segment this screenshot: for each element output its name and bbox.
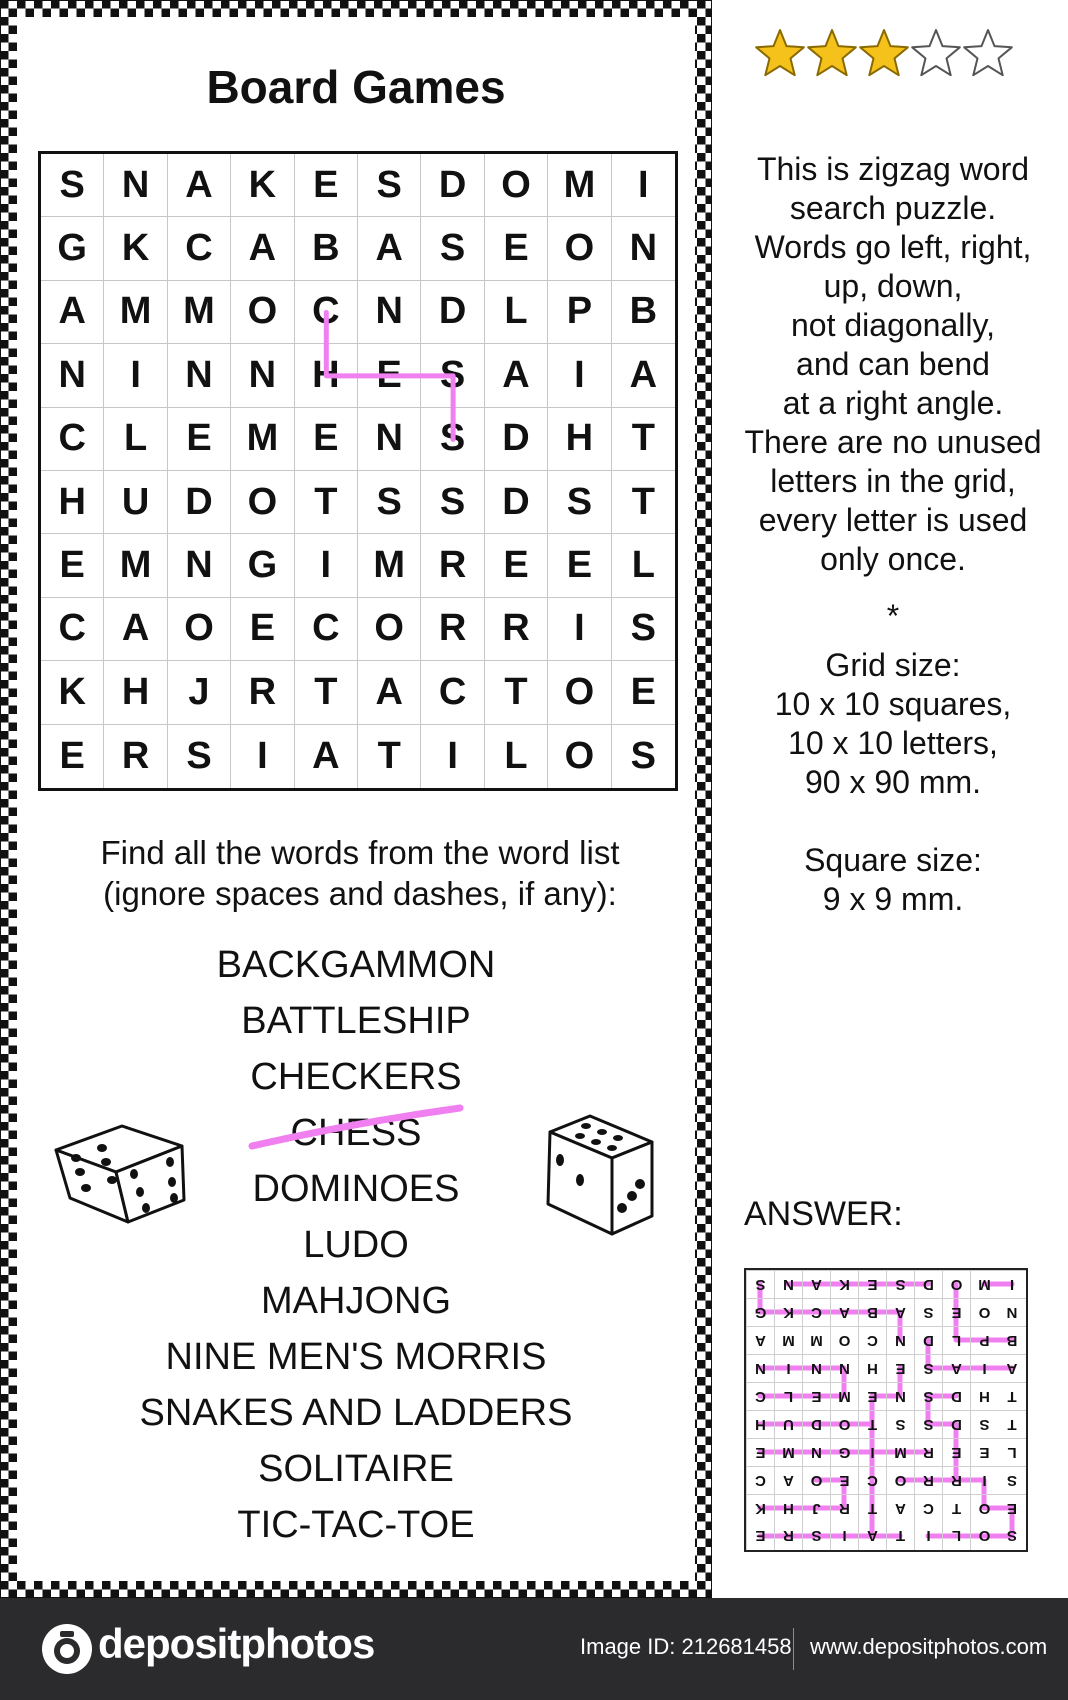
grid-letter[interactable]: O — [358, 598, 421, 661]
grid-info-line: 90 x 90 mm. — [804, 764, 982, 800]
grid-letter[interactable]: K — [104, 217, 167, 280]
answer-letter[interactable]: I — [998, 1270, 1026, 1298]
description-line: only once. — [820, 541, 966, 577]
answer-letter[interactable]: A — [774, 1466, 802, 1494]
word-item: SNAKES AND LADDERS — [139, 1392, 573, 1434]
word-item: DOMINOES — [252, 1168, 460, 1210]
answer-letter[interactable]: C — [858, 1466, 886, 1494]
footer-bar — [0, 1598, 1068, 1700]
footer-divider — [793, 1628, 794, 1670]
grid-letter[interactable]: S — [168, 725, 231, 788]
star-empty-icon — [964, 30, 1012, 75]
answer-letter[interactable]: A — [998, 1354, 1026, 1382]
answer-letter[interactable]: M — [830, 1382, 858, 1410]
grid-letter[interactable]: N — [231, 344, 294, 407]
answer-letter[interactable]: A — [858, 1522, 886, 1550]
description-line: Words go left, right, — [754, 229, 1032, 265]
footer-url[interactable]: www.depositphotos.com — [810, 1634, 1048, 1659]
grid-letter[interactable]: M — [168, 281, 231, 344]
star-filled-icon — [756, 30, 804, 75]
answer-letter[interactable]: R — [830, 1494, 858, 1522]
grid-letter[interactable]: D — [485, 408, 548, 471]
answer-letter[interactable]: I — [914, 1522, 942, 1550]
grid-letter[interactable]: A — [612, 344, 675, 407]
answer-grid — [744, 1268, 1028, 1552]
word-item: MAHJONG — [261, 1280, 451, 1322]
answer-letter[interactable]: S — [1007, 1527, 1018, 1545]
answer-letter[interactable]: T — [942, 1494, 970, 1522]
brand-logo-text: depositphotos — [98, 1620, 375, 1667]
answer-letter[interactable]: D — [802, 1410, 830, 1438]
answer-letter[interactable]: A — [746, 1326, 774, 1354]
description-line: up, down, — [823, 268, 963, 304]
grid-letter[interactable]: N — [168, 344, 231, 407]
answer-letter[interactable]: O — [970, 1298, 998, 1326]
answer-letter[interactable]: E — [802, 1382, 830, 1410]
grid-letter[interactable]: B — [295, 217, 358, 280]
grid-letter[interactable]: E — [548, 534, 611, 597]
answer-letter[interactable]: E — [746, 1438, 774, 1466]
answer-letter[interactable]: N — [998, 1298, 1026, 1326]
answer-letter[interactable]: N — [886, 1326, 914, 1354]
grid-letter[interactable]: G — [41, 217, 104, 280]
grid-letter[interactable]: L — [104, 408, 167, 471]
answer-letter[interactable]: O — [886, 1466, 914, 1494]
grid-letter[interactable]: N — [41, 344, 104, 407]
square-info-line: Square size: — [804, 842, 982, 878]
description-line: at a right angle. — [782, 385, 1004, 421]
answer-letter[interactable]: E — [746, 1522, 774, 1550]
grid-letter[interactable]: S — [358, 154, 421, 217]
answer-letter[interactable]: D — [942, 1382, 970, 1410]
answer-letter[interactable]: S — [914, 1410, 942, 1438]
grid-letter[interactable]: C — [421, 661, 484, 724]
grid-letter[interactable]: I — [295, 534, 358, 597]
grid-letter[interactable]: C — [41, 598, 104, 661]
answer-letter[interactable]: D — [914, 1326, 942, 1354]
answer-letter[interactable]: M — [886, 1438, 914, 1466]
answer-letter[interactable]: D — [942, 1410, 970, 1438]
grid-letter[interactable]: O — [168, 598, 231, 661]
grid-letter[interactable]: M — [548, 154, 611, 217]
description-line: letters in the grid, — [770, 463, 1016, 499]
word-list — [106, 937, 606, 1553]
grid-letter[interactable]: I — [548, 598, 611, 661]
instructions — [60, 832, 660, 914]
answer-letter[interactable]: N — [774, 1270, 802, 1298]
star-filled-icon — [860, 30, 908, 75]
grid-letter[interactable]: E — [41, 534, 104, 597]
grid-letter[interactable]: A — [485, 344, 548, 407]
grid-letter[interactable]: S — [630, 734, 656, 777]
answer-letter[interactable]: B — [998, 1326, 1026, 1354]
grid-letter[interactable]: A — [231, 217, 294, 280]
answer-letter[interactable]: M — [802, 1326, 830, 1354]
grid-letter[interactable]: R — [421, 534, 484, 597]
answer-letter[interactable]: O — [802, 1466, 830, 1494]
answer-letter[interactable]: K — [746, 1494, 774, 1522]
grid-letter[interactable]: D — [168, 471, 231, 534]
answer-letter[interactable]: N — [886, 1382, 914, 1410]
answer-letter[interactable]: H — [746, 1410, 774, 1438]
answer-letter[interactable]: C — [858, 1326, 886, 1354]
puzzle-title: Board Games — [206, 61, 506, 113]
grid-letter[interactable]: T — [612, 471, 675, 534]
grid-letter[interactable]: P — [548, 281, 611, 344]
answer-letter[interactable]: E — [858, 1270, 886, 1298]
grid-letter[interactable]: N — [168, 534, 231, 597]
word-search-grid — [38, 151, 678, 791]
grid-letter[interactable]: H — [41, 471, 104, 534]
answer-letter[interactable]: R — [774, 1522, 802, 1550]
grid-letter[interactable]: K — [231, 154, 294, 217]
grid-letter[interactable]: E — [295, 154, 358, 217]
answer-letter[interactable]: I — [774, 1354, 802, 1382]
answer-letter[interactable]: N — [802, 1438, 830, 1466]
answer-letter[interactable]: O — [942, 1270, 970, 1298]
answer-letter[interactable]: I — [830, 1522, 858, 1550]
spacer — [728, 579, 1058, 597]
answer-letter[interactable]: H — [774, 1494, 802, 1522]
answer-letter[interactable]: M — [774, 1438, 802, 1466]
answer-letter[interactable]: A — [802, 1270, 830, 1298]
grid-letter[interactable]: T — [485, 661, 548, 724]
grid-letter[interactable]: A — [41, 281, 104, 344]
grid-letter[interactable]: O — [485, 154, 548, 217]
grid-letter[interactable]: N — [104, 154, 167, 217]
grid-letter[interactable]: T — [358, 725, 421, 788]
grid-letter[interactable]: T — [295, 471, 358, 534]
answer-cells — [746, 1270, 1026, 1550]
word-item: NINE MEN'S MORRIS — [165, 1336, 547, 1378]
answer-letter[interactable]: A — [886, 1494, 914, 1522]
grid-letter[interactable]: J — [168, 661, 231, 724]
grid-letter[interactable]: C — [295, 598, 358, 661]
answer-letter[interactable]: O — [830, 1410, 858, 1438]
grid-letter[interactable]: I — [421, 725, 484, 788]
answer-label: ANSWER: — [744, 1195, 903, 1233]
dice-icon — [50, 1110, 190, 1230]
grid-letter[interactable]: C — [295, 281, 358, 344]
description-line: every letter is used — [758, 502, 1028, 538]
answer-letter[interactable]: P — [970, 1326, 998, 1354]
answer-letter[interactable]: S — [886, 1410, 914, 1438]
answer-letter[interactable]: S — [746, 1270, 774, 1298]
grid-letter[interactable]: A — [168, 154, 231, 217]
answer-letter[interactable]: S — [914, 1382, 942, 1410]
answer-letter[interactable]: N — [830, 1354, 858, 1382]
grid-info-line: 10 x 10 letters, — [788, 725, 998, 761]
strikethrough-mark — [248, 1102, 464, 1152]
answer-letter[interactable]: O — [830, 1326, 858, 1354]
grid-letter[interactable]: S — [421, 408, 484, 471]
grid-letter[interactable]: E — [485, 534, 548, 597]
word-item: BACKGAMMON — [216, 944, 496, 986]
answer-letter[interactable]: M — [774, 1326, 802, 1354]
grid-letter[interactable]: E — [168, 408, 231, 471]
spacer — [728, 636, 1058, 646]
answer-letter[interactable]: R — [942, 1466, 970, 1494]
word-item: SOLITAIRE — [258, 1448, 454, 1490]
grid-letter[interactable]: A — [104, 598, 167, 661]
description-line: This is zigzag word — [756, 151, 1030, 187]
answer-letter[interactable]: L — [774, 1382, 802, 1410]
camera-logo-icon — [40, 1622, 94, 1676]
grid-letter[interactable]: I — [612, 154, 675, 217]
answer-letter[interactable]: G — [746, 1298, 774, 1326]
answer-letter[interactable]: S — [914, 1354, 942, 1382]
grid-letter[interactable]: D — [485, 471, 548, 534]
grid-letter[interactable]: O — [231, 281, 294, 344]
answer-letter[interactable]: L — [942, 1326, 970, 1354]
description-line: and can bend — [796, 346, 990, 382]
word-item: TIC-TAC-TOE — [237, 1504, 475, 1546]
answer-letter[interactable]: R — [914, 1466, 942, 1494]
word-item: LUDO — [303, 1224, 409, 1266]
grid-letter[interactable]: B — [612, 281, 675, 344]
grid-letter[interactable]: M — [104, 281, 167, 344]
answer-letter[interactable]: K — [830, 1270, 858, 1298]
grid-letter[interactable]: S — [548, 471, 611, 534]
grid-letter[interactable]: M — [358, 534, 421, 597]
answer-letter[interactable]: S — [802, 1522, 830, 1550]
separator-asterisk: * — [886, 598, 900, 634]
grid-letter[interactable]: O — [231, 471, 294, 534]
answer-letter[interactable]: E — [942, 1438, 970, 1466]
answer-letter[interactable]: I — [970, 1354, 998, 1382]
grid-letter[interactable]: R — [231, 661, 294, 724]
answer-letter[interactable]: L — [942, 1522, 970, 1550]
answer-letter[interactable]: E — [942, 1298, 970, 1326]
grid-cells — [41, 154, 675, 788]
grid-letter[interactable]: A — [358, 661, 421, 724]
grid-letter[interactable]: M — [231, 408, 294, 471]
answer-letter[interactable]: L — [998, 1438, 1026, 1466]
description-line: There are no unused — [744, 424, 1042, 460]
grid-letter[interactable]: E — [485, 217, 548, 280]
image-id: Image ID: 212681458 — [580, 1634, 792, 1659]
grid-letter[interactable]: R — [104, 725, 167, 788]
answer-letter[interactable]: T — [998, 1382, 1026, 1410]
grid-letter[interactable]: E — [231, 598, 294, 661]
grid-letter[interactable]: E — [358, 344, 421, 407]
grid-letter[interactable]: A — [295, 725, 358, 788]
square-info-line: 9 x 9 mm. — [822, 881, 964, 917]
answer-letter[interactable]: H — [970, 1382, 998, 1410]
grid-letter[interactable]: C — [168, 217, 231, 280]
grid-letter[interactable]: S — [421, 217, 484, 280]
star-filled-icon — [808, 30, 856, 75]
answer-letter[interactable]: E — [830, 1466, 858, 1494]
answer-letter[interactable]: C — [914, 1494, 942, 1522]
grid-letter[interactable]: C — [41, 408, 104, 471]
grid-letter[interactable]: L — [485, 281, 548, 344]
grid-letter[interactable]: E — [612, 661, 675, 724]
answer-letter[interactable]: I — [858, 1438, 886, 1466]
answer-letter[interactable]: D — [914, 1270, 942, 1298]
answer-letter[interactable]: N — [802, 1354, 830, 1382]
answer-letter[interactable]: G — [830, 1438, 858, 1466]
grid-letter[interactable]: I — [231, 725, 294, 788]
answer-letter[interactable]: C — [746, 1382, 774, 1410]
answer-letter[interactable]: C — [802, 1298, 830, 1326]
grid-letter[interactable]: T — [295, 661, 358, 724]
grid-letter[interactable]: H — [295, 344, 358, 407]
description-line: search puzzle. — [789, 190, 997, 226]
answer-letter[interactable]: U — [774, 1410, 802, 1438]
answer-letter[interactable]: S — [914, 1298, 942, 1326]
answer-letter[interactable]: O — [970, 1522, 998, 1550]
answer-letter[interactable]: T — [998, 1410, 1026, 1438]
grid-letter[interactable]: R — [485, 598, 548, 661]
answer-letter[interactable]: H — [858, 1354, 886, 1382]
grid-letter[interactable]: K — [41, 661, 104, 724]
grid-letter[interactable]: O — [548, 725, 611, 788]
description-line: not diagonally, — [791, 307, 995, 343]
answer-letter[interactable]: E — [998, 1494, 1026, 1522]
answer-letter[interactable]: S — [970, 1410, 998, 1438]
answer-letter[interactable]: C — [746, 1466, 774, 1494]
answer-letter[interactable]: T — [886, 1522, 914, 1550]
answer-letter[interactable]: E — [970, 1438, 998, 1466]
answer-letter[interactable]: M — [970, 1270, 998, 1298]
answer-letter[interactable]: B — [858, 1298, 886, 1326]
answer-letter[interactable]: A — [886, 1298, 914, 1326]
grid-letter[interactable]: H — [104, 661, 167, 724]
answer-letter[interactable]: E — [858, 1382, 886, 1410]
answer-letter[interactable]: R — [914, 1438, 942, 1466]
grid-letter[interactable]: A — [358, 217, 421, 280]
grid-info-line: 10 x 10 squares, — [774, 686, 1012, 722]
grid-letter[interactable]: N — [358, 281, 421, 344]
grid-letter[interactable]: L — [612, 534, 675, 597]
dice-icon — [540, 1110, 658, 1240]
grid-letter[interactable]: S — [41, 154, 104, 217]
answer-letter[interactable]: N — [746, 1354, 774, 1382]
grid-letter[interactable]: S — [358, 471, 421, 534]
grid-letter[interactable]: E — [41, 725, 104, 788]
answer-letter[interactable]: S — [886, 1270, 914, 1298]
puzzle-description — [728, 150, 1058, 919]
grid-letter[interactable]: S — [421, 471, 484, 534]
grid-letter[interactable]: T — [612, 408, 675, 471]
grid-letter[interactable]: O — [548, 661, 611, 724]
answer-letter[interactable]: O — [970, 1494, 998, 1522]
answer-letter[interactable]: I — [970, 1466, 998, 1494]
word-item: CHECKERS — [250, 1056, 462, 1098]
star-empty-icon — [912, 30, 960, 75]
grid-letter[interactable]: R — [421, 598, 484, 661]
grid-letter[interactable]: S — [421, 344, 484, 407]
answer-letter[interactable]: A — [942, 1354, 970, 1382]
grid-letter[interactable]: I — [104, 344, 167, 407]
grid-letter[interactable]: N — [612, 217, 675, 280]
word-item: BATTLESHIP — [241, 1000, 471, 1042]
grid-letter[interactable]: N — [358, 408, 421, 471]
grid-letter[interactable]: M — [104, 534, 167, 597]
grid-letter[interactable]: I — [548, 344, 611, 407]
grid-letter[interactable]: H — [548, 408, 611, 471]
instruction-line: Find all the words from the word list — [100, 834, 620, 871]
spacer — [728, 802, 1058, 841]
answer-letter[interactable]: T — [858, 1494, 886, 1522]
grid-letter[interactable]: G — [231, 534, 294, 597]
grid-letter[interactable]: O — [548, 217, 611, 280]
answer-letter[interactable]: A — [830, 1298, 858, 1326]
grid-info-line: Grid size: — [825, 647, 961, 683]
answer-letter[interactable]: T — [858, 1410, 886, 1438]
grid-letter[interactable]: U — [104, 471, 167, 534]
word-item-found: CHESS — [290, 1112, 422, 1154]
grid-letter[interactable]: S — [612, 598, 675, 661]
instruction-line: (ignore spaces and dashes, if any): — [103, 875, 617, 912]
answer-letter[interactable]: S — [998, 1466, 1026, 1494]
grid-letter[interactable]: D — [421, 154, 484, 217]
grid-letter[interactable]: E — [295, 408, 358, 471]
grid-letter[interactable]: L — [485, 725, 548, 788]
answer-letter[interactable]: E — [886, 1354, 914, 1382]
answer-letter[interactable]: J — [802, 1494, 830, 1522]
difficulty-rating — [754, 26, 1016, 82]
grid-letter[interactable]: D — [421, 281, 484, 344]
answer-letter[interactable]: K — [774, 1298, 802, 1326]
